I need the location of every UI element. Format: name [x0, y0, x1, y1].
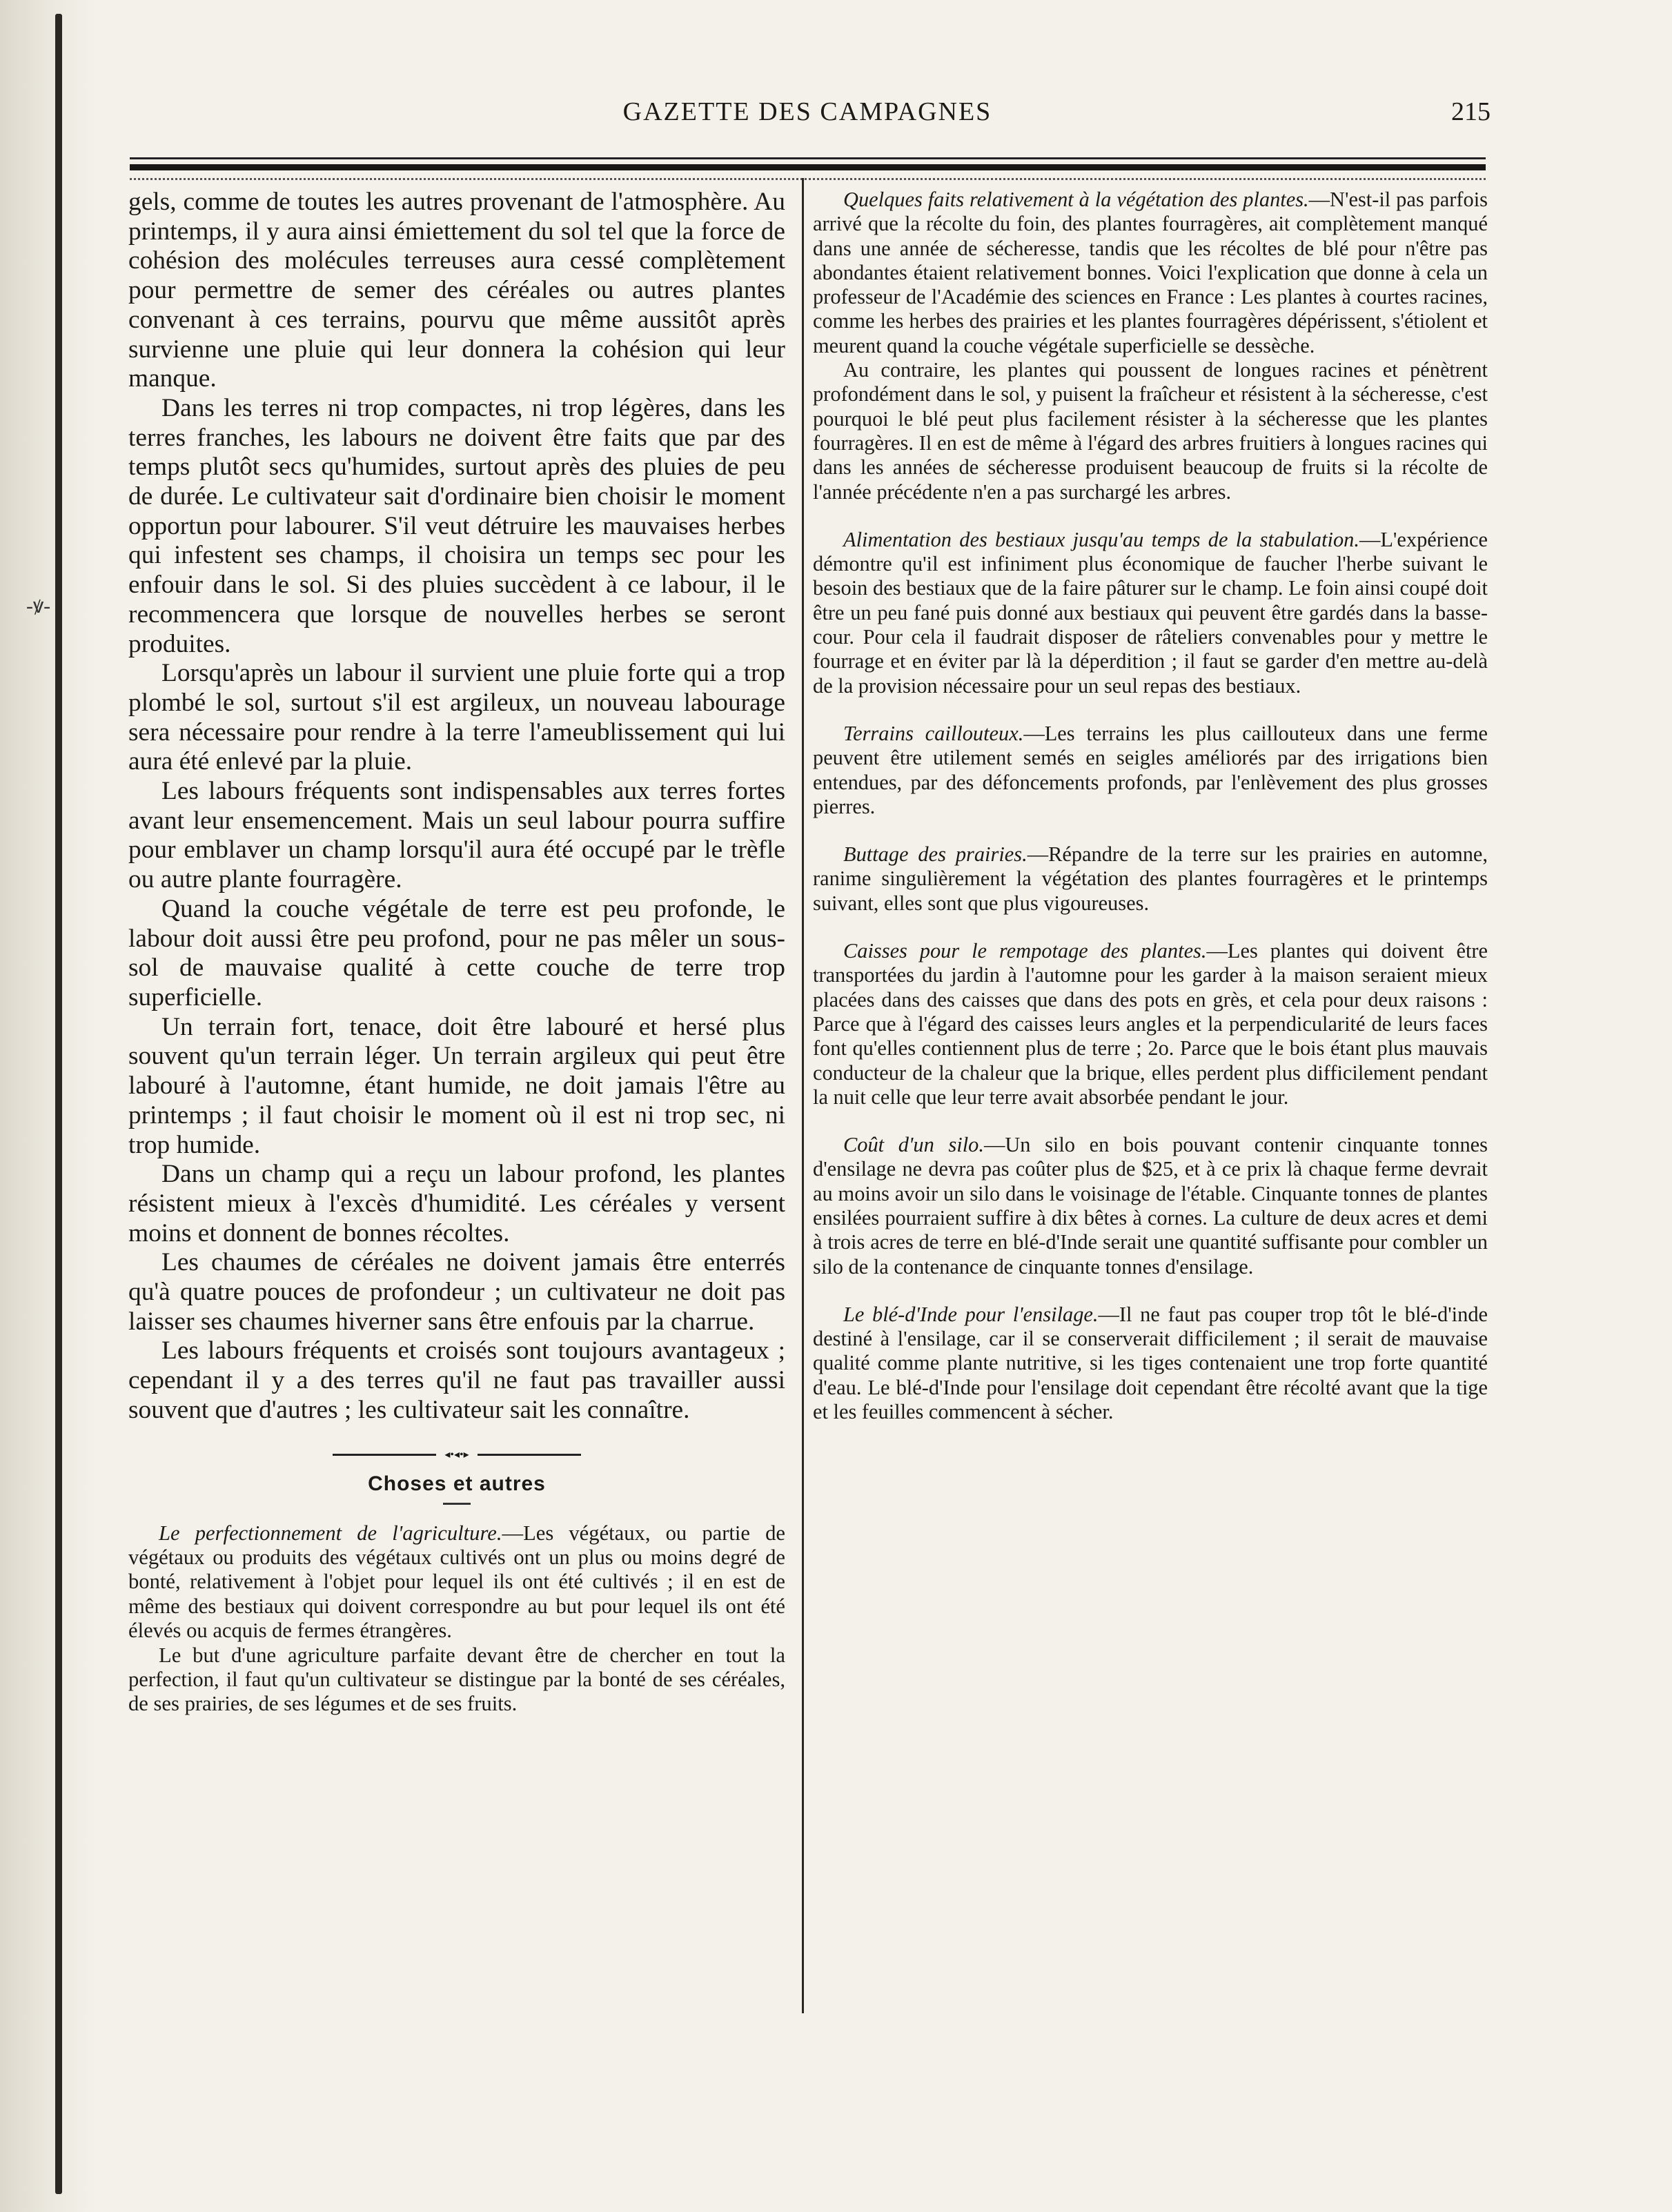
paragraph: Lorsqu'après un labour il survient une pluie forte qui a trop plombé le sol, surtout s'il est argileux, un nouveau labourage sera nécessaire pour rendre à la terre l'ameublissement qui lui aura été enlevé par la pluie. [128, 659, 785, 776]
news-item [813, 1303, 1488, 1424]
news-item [813, 939, 1488, 1109]
paragraph: gels, comme de toutes les autres provenant de l'atmosphère. Au printemps, il y aura ainsi émiettement du sol tel que la force de cohésion des molécules terreuses aura cessé complètement pour permettre de semer des céréales ou autres plantes convenant à ces terrains, pourvu que même aussitôt après survienne une pluie qui leur donnera la cohésion qui leur manque. [128, 188, 785, 393]
item-lead: Coût d'un silo. [843, 1133, 984, 1157]
item-lead: Buttage des prairies. [843, 842, 1027, 867]
paragraph: Un terrain fort, tenace, doit être labouré et hersé plus souvent qu'un terrain léger. Un terrain argileux qui peut être labouré à l'automne, étant humide, ne doit jamais l'être au printemps ; il faut choisir le moment où il est ni trop sec, ni trop humide. [128, 1012, 785, 1159]
news-item [813, 358, 1488, 504]
header-rule-thin [130, 157, 1486, 159]
paragraph: Dans un champ qui a reçu un labour profond, les plantes résistent mieux à l'excès d'humidité. Les céréales y versent moins et donnent de bonnes récoltes. [128, 1160, 785, 1247]
column-divider [802, 178, 804, 2013]
paragraph: Les labours fréquents sont indispensables aux terres fortes avant leur ensemencement. Mais un seul labour pourra suffire pour emblaver un champ lorsqu'il aura été occupé par le trèfle ou autre plante fourragère. [128, 777, 785, 894]
section-dash [443, 1503, 471, 1505]
item-lead: Le blé-d'Inde pour l'ensilage. [843, 1302, 1099, 1326]
section-title: Choses et autres [368, 1472, 546, 1495]
header-rule-dotted [130, 178, 1486, 180]
item-text: Le but d'une agriculture parfaite devant être de chercher en tout la perfection, il faut qu'un cultivateur se distingue par la bonté de ses céréales, de ses prairies, de ses légumes et de ses fruits. [128, 1643, 785, 1716]
item-text: —Un silo en bois pouvant contenir cinquante tonnes d'ensilage ne devra pas coûter plus de $25, et à ce prix là chaque ferme devrait au moins avoir un silo dans le voisinage de l'étable. Cinquante tonnes de plantes ensilées pourraient suffire à dix bêtes à cornes. La culture de deux acres et demi à trois acres de terre en blé-d'Inde serait une quantité suffisante pour combler un silo de la contenance de cinquante tonnes d'ensilage. [813, 1133, 1488, 1278]
news-item [813, 842, 1488, 916]
item-text: —Il ne faut pas couper trop tôt le blé-d'inde destiné à l'ensilage, car il se conserverait difficilement ; il serait de mauvaise qualité comme plante nutritive, si les tiges contenaient une trop forte quantité d'eau. Le blé-d'Inde pour l'ensilage doit cependant être récolté avant que la tige et les feuilles commencent à sécher. [813, 1302, 1488, 1424]
page-header [124, 97, 1491, 138]
ornament-bar-left [333, 1454, 436, 1456]
news-item [128, 1643, 785, 1717]
news-item [813, 1133, 1488, 1279]
margin-mark: -ꝟ- [26, 595, 51, 618]
item-text: —Répandre de la terre sur les prairies en automne, ranime singulièrement la végétation des plantes fourragères et le printemps suivant, elles sont que plus vigoureuses. [813, 842, 1488, 915]
item-text: —L'expérience démontre qu'il est infiniment plus économique de faucher l'herbe suivant le besoin des bestiaux que de la faire pâturer sur le champ. Le foin ainsi coupé doit être un peu fané puis donné aux bestiaux qui peuvent être gardés dans la basse-cour. Pour cela il faudrait disposer de râteliers convenables pour y mettre le fourrage et en éviter par là la déperdition ; il faut se garder d'en mettre au-delà de la provision nécessaire pour un seul repas des bestiaux. [813, 527, 1488, 698]
item-text: Au contraire, les plantes qui poussent de longues racines et pénètrent profondément dans le sol, y puisent la fraîcheur et résistent à la sécheresse, c'est pourquoi le blé peut plus facilement résister à la sécheresse que les plantes fourragères. Il en est de même à l'égard des arbres fruitiers à longues racines qui dans les années de sécheresse produisent beaucoup de fruits si la récolte de l'année précédente n'en a pas surchargé les arbres. [813, 358, 1488, 504]
news-item [813, 528, 1488, 698]
section-ornament [333, 1450, 581, 1460]
item-lead: Le perfectionnement de l'agriculture. [159, 1521, 502, 1545]
header-rule-thick [130, 164, 1486, 170]
left-column [128, 188, 785, 1717]
news-item [128, 1521, 785, 1643]
item-text: —Les végétaux, ou partie de végétaux ou produits des végétaux cultivés ont un plus ou moins degré de bonté, relativement à l'objet pour lequel ils ont été cultivés ; il en est de même des bestiaux qui doivent correspondre au but pour lequel ils ont été élevés ou acquis de fermes étrangères. [128, 1521, 785, 1643]
page-number: 215 [1451, 97, 1491, 126]
item-text: —N'est-il pas parfois arrivé que la récolte du foin, des plantes fourragères, ait complètement manqué dans une année de sécheresse, tandis que les récoltes de blé pour n'être pas abondantes étaient relativement bonnes. Voici l'explication que donne à cela un professeur de l'Académie des sciences en France : Les plantes à courtes racines, comme les herbes des prairies et les plantes fourragères dépérissent, s'étiolent et meurent quand la couche végétale superficielle se dessèche. [813, 188, 1488, 357]
item-text: —Les terrains les plus caillouteux dans une ferme peuvent être utilement semés en seigles améliorés par des irrigations bien entendues, par des défoncements profonds, par l'enlèvement des plus grosses pierres. [813, 721, 1488, 818]
paragraph: Les labours fréquents et croisés sont toujours avantageux ; cependant il y a des terres qu'il ne faut pas travailler aussi souvent que d'autres ; les cultivateur sait les connaître. [128, 1336, 785, 1424]
ornament-center: ◂•◂•▸ [444, 1448, 469, 1461]
paragraph: Les chaumes de céréales ne doivent jamais être enterrés qu'à quatre pouces de profondeur ; un cultivateur ne doit pas laisser ses chaumes hiverner sans être enfouis par la charrue. [128, 1248, 785, 1336]
page-gutter [0, 0, 97, 2212]
item-lead: Terrains caillouteux. [843, 721, 1024, 745]
news-item [813, 722, 1488, 819]
item-lead: Caisses pour le rempotage des plantes. [843, 939, 1207, 963]
ornament-bar-right [478, 1454, 581, 1456]
item-text: —Les plantes qui doivent être transportées du jardin à l'automne pour les garder à la maison seraient mieux placées dans des caisses que dans des pots en grès, et cela pour deux raisons : Parce que à l'égard des caisses leurs angles et la perpendicularité de leurs faces font qu'elles contiennent plus de terre ; 2o. Parce que le bois étant plus mauvais conducteur de la chaleur que la brique, elles perdent plus difficilement pendant la nuit celle que leur terre avait absorbée pendant le jour. [813, 939, 1488, 1109]
right-column [813, 188, 1488, 1424]
item-lead: Quelques faits relativement à la végétation des plantes. [843, 188, 1309, 211]
running-head: GAZETTE DES CAMPAGNES [622, 97, 992, 126]
binding-line [55, 14, 62, 2194]
paragraph: Dans les terres ni trop compactes, ni trop légères, dans les terres franches, les labours ne doivent être faits que par des temps plutôt secs qu'humides, surtout après des pluies de peu de durée. Le cultivateur sait d'ordinaire bien choisir le moment opportun pour labourer. S'il veut détruire les mauvaises herbes qui infestent ses champs, il choisira un temps sec pour les enfouir dans le sol. Si des pluies succèdent à ce labour, il le recommencera que lorsque de nouvelles herbes se seront produites. [128, 393, 785, 658]
news-item [813, 188, 1488, 358]
item-lead: Alimentation des bestiaux jusqu'au temps de la stabulation. [843, 527, 1359, 551]
paragraph: Quand la couche végétale de terre est peu profonde, le labour doit aussi être peu profond, pour ne pas mêler un sous-sol de mauvaise qualité à cette couche de terre trop superficielle. [128, 894, 785, 1011]
